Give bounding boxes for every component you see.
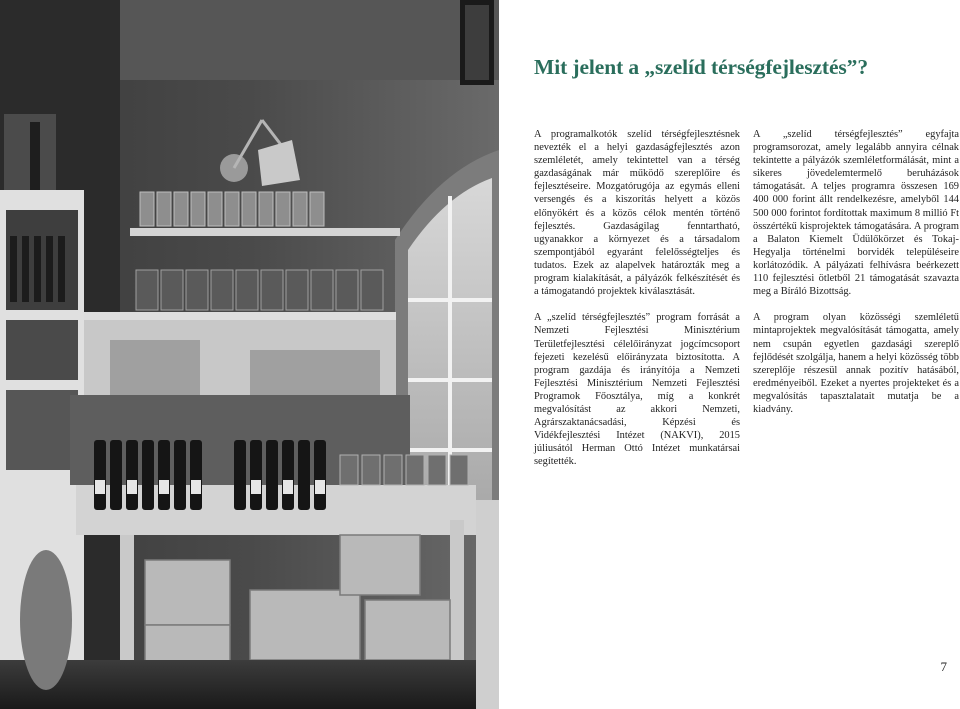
body-paragraph: A „szelíd térségfejlesztés” egyfajta programsorozat, amely legalább annyira célnak tekintette a pályázók szemléletformálását, mint a sikeres jövedelemtermelő beruházások támogatását. A teljes programra összesen 169 400 000 forint állt rendelkezésre, amelyből 144 500 000 forintot fordítottak maximum 8 millió Ft összértékű kisprojektek támogatására. A program a Balaton Kiemelt Üdülőkörzet és Tokaj-Hegyalja történelmi borvidék településeire korlátozódik. A pályázati felhívásra beérkezett 110 fejlesztési ötletből 21 támogatását szavazta meg a Bíráló Bizottság. <box>753 129 959 298</box>
body-paragraph: A programalkotók szelíd térségfejlesztésnek nevezték el a helyi gazdaságfejlesztés azon szemléletét, amely tekintettel van a térség gazdaságának már működő szereplőire és fejlesztéseire. Mozgatórugója az egymás elleni versengés és a kiszorítás helyett a közös előnyökért és a közös célok mentén történő fejlesztés. Gazdaságilag fenntartható, ugyanakkor a környezet és a társadalom szempontjából egyaránt felelősségteljes és tudatos. Ezek az alapelvek határozták meg a program kialakítását, a pályázók felkészítését és a támogatandó projektek kiválasztását. <box>534 129 740 298</box>
page-title: Mit jelent a „szelíd térségfejlesztés”? <box>534 55 868 79</box>
body-paragraph: A program olyan közösségi szemléletű mintaprojektek megvalósítását támogatta, amely nem csupán egyetlen gazdasági szereplő fejlődését szolgálja, hanem a helyi közösség több szereplője részesül annak pozitív hatásából, eredményeiből. Ezeket a nyertes projekteket és a megvalósítás tapasztalatait mutatja be a kiadvány. <box>753 312 959 415</box>
page-number: 7 <box>940 659 947 674</box>
right-text-column <box>753 128 959 429</box>
left-text-column <box>534 128 740 482</box>
body-paragraph: A „szelíd térségfejlesztés” program forrását a Nemzeti Fejlesztési Minisztérium Területfejlesztési célelőirányzat jogcímcsoport fejezeti kezelésű előirányzata biztosította. A program gazdája és irányítója a Nemzeti Fejlesztési Minisztérium Nemzeti Fejlesztési Programok Főosztálya, míg a konkrét megvalósítást az akkori Nemzeti, Agrárszaktanácsadási, Képzési és Vidékfejlesztési Intézet (NAKVI), 2015 júliusától Herman Ottó Intézet munkatársai segítették. <box>534 312 740 468</box>
